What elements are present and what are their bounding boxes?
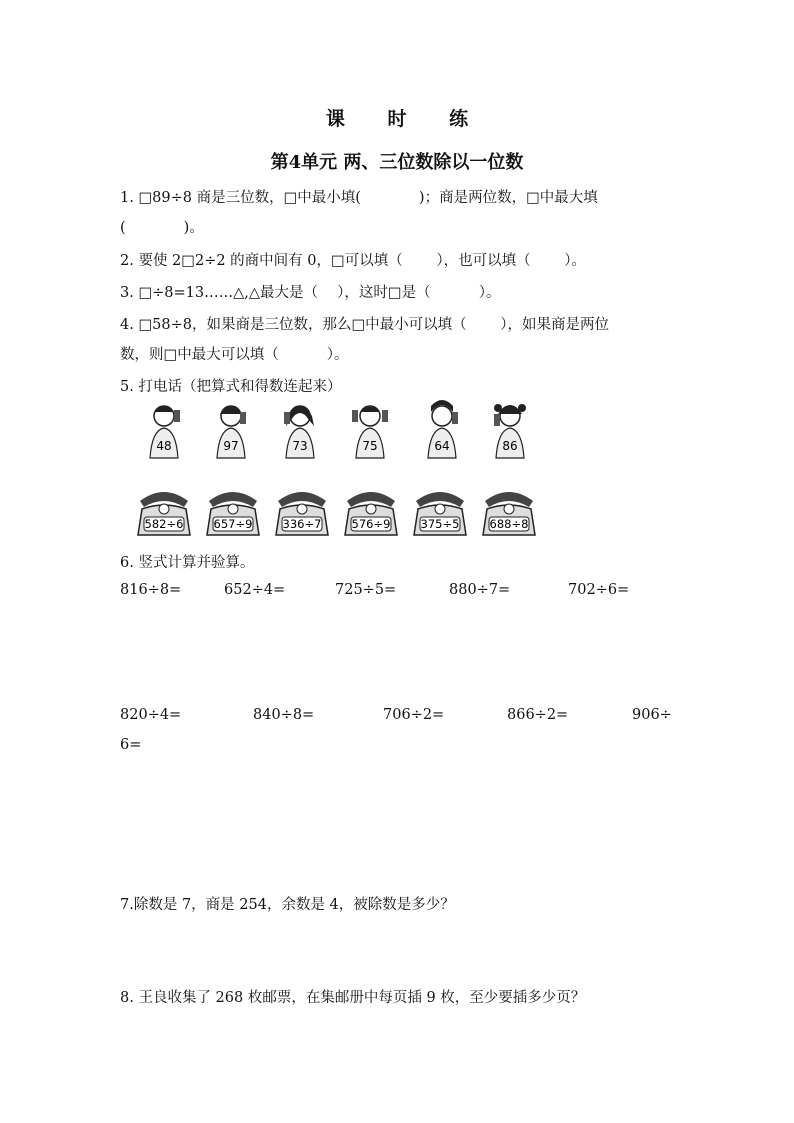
person-figure-5 [418,400,466,460]
person-number-1: 48 [156,439,172,453]
telephone-1 [136,487,192,539]
calc-expression: 816÷8= [120,582,182,598]
person-figure-6 [486,400,534,460]
calc-expression: 725÷5= [335,582,397,598]
question-2: 2. 要使 2□2÷2 的商中间有 0，□可以填（ ），也可以填（ ）。 [120,253,586,269]
telephone-4 [343,487,399,539]
telephone-5 [412,487,468,539]
person-number-4: 75 [362,439,378,453]
person-number-2: 97 [223,439,239,453]
question-7: 7.除数是 7，商是 254，余数是 4，被除数是多少？ [120,897,455,913]
calc-expression: 706÷2= [383,707,445,723]
calc-expression: 866÷2= [507,707,569,723]
person-figure-2 [207,400,255,460]
telephone-3 [274,487,330,539]
telephone-expression-5: 375÷5 [420,517,460,531]
unit-subtitle: 第4单元 两、三位数除以一位数 [270,152,524,173]
person-figure-4 [346,400,394,460]
page-title: 课 时 练 [325,108,487,130]
calc-expression: 840÷8= [253,707,315,723]
telephone-expression-1: 582÷6 [144,517,184,531]
telephone-expression-2: 657÷9 [213,517,253,531]
question-1-line-1: 1. □89÷8 商是三位数，□中最小填( )；商是两位数，□中最大填 [120,190,598,206]
question-4-line-1: 4. □58÷8，如果商是三位数，那么□中最小可以填（ ），如果商是两位 [120,317,610,333]
question-3: 3. □÷8=13……△,△最大是（ ），这时□是（ ）。 [120,285,501,301]
calc-expression: 880÷7= [449,582,511,598]
question-5: 5. 打电话（把算式和得数连起来） [120,379,342,395]
question-6: 6. 竖式计算并验算。 [120,555,255,571]
telephone-expression-4: 576÷9 [351,517,391,531]
telephone-expression-3: 336÷7 [282,517,322,531]
calc-expression: 820÷4= [120,707,182,723]
person-number-3: 73 [292,439,308,453]
telephone-2 [205,487,261,539]
person-number-6: 86 [502,439,518,453]
telephone-6 [481,487,537,539]
question-8: 8. 王良收集了 268 枚邮票，在集邮册中每页插 9 枚，至少要插多少页？ [120,990,586,1006]
person-figure-1 [140,400,188,460]
person-figure-3 [276,400,324,460]
question-4-line-2: 数，则□中最大可以填（ ）。 [120,347,349,363]
calc-expression: 652÷4= [224,582,286,598]
telephone-expression-6: 688÷8 [489,517,529,531]
calc-expression-wrap: 6= [120,737,142,753]
calc-expression: 906÷ [632,707,672,723]
calc-expression: 702÷6= [568,582,630,598]
person-number-5: 64 [434,439,450,453]
question-1-line-2: ( )。 [120,220,204,236]
